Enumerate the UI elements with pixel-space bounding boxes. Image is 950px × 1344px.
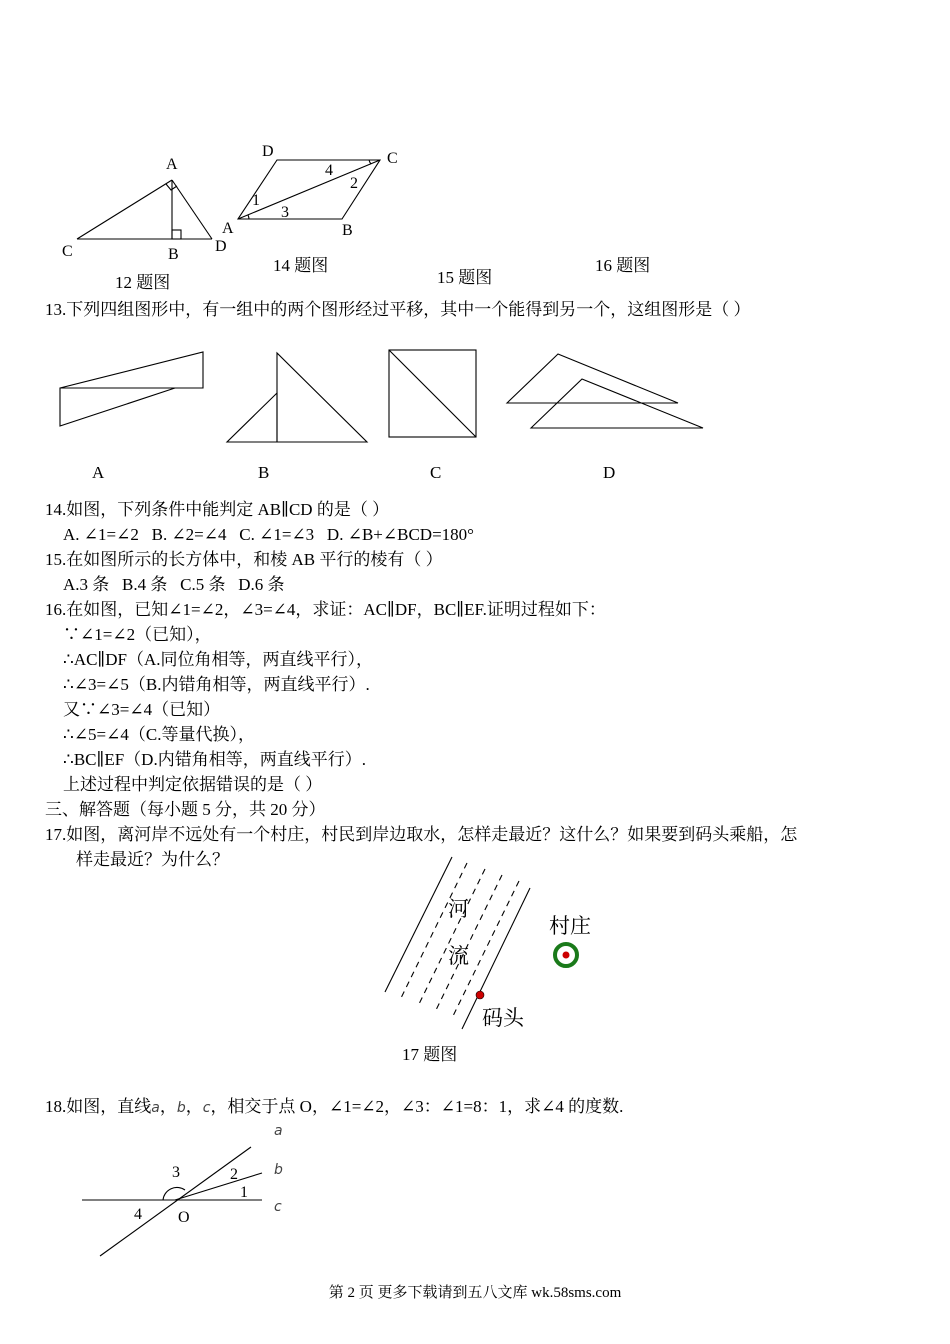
fig12-label-d: D [215,238,227,255]
q14-text: 14.如图，下列条件中能判定 AB∥CD 的是（ ） [45,500,390,519]
fig14-angle-2: 2 [350,175,358,192]
q18-text-post: ，相交于点 O，∠1=∠2，∠3：∠1=8：1，求∠4 的度数. [210,1097,624,1116]
fig14-angle-1: 1 [252,192,260,209]
fig12-label-b: B [168,246,179,263]
q13-option-a: A [92,463,105,482]
fig14-angle-3: 3 [281,204,289,221]
q16-line-3: ∴∠3=∠5（B.内错角相等，两直线平行）. [63,675,370,694]
q13-option-b: B [258,463,270,482]
q16-line-5: ∴∠5=∠4（C.等量代换）， [63,725,255,744]
q18-angle-2: 2 [230,1166,238,1183]
fig14-angle-4: 4 [325,162,333,179]
q18-angle-4: 4 [134,1206,142,1223]
fig14-label-d: D [262,143,274,160]
village-label: 村庄 [549,914,591,938]
q17-line-1: 17.如图，离河岸不远处有一个村庄，村民到岸边取水，怎样走最近？这什么？如果要到码头乘船，怎 [45,825,798,844]
fig14-label-c: C [387,150,398,167]
fig12-caption: 12 题图 [115,273,171,292]
q14-options: A. ∠1=∠2 B. ∠2=∠4 C. ∠1=∠3 D. ∠B+∠BCD=180° [63,525,474,544]
q15-text: 15.在如图所示的长方体中，和棱 AB 平行的棱有（ ） [45,550,443,569]
q17-line-2: 样走最近？为什么？ [76,850,229,869]
river-char-2: 流 [448,944,469,968]
q16-line-4: 又∵∠3=∠4（已知） [63,700,221,719]
fig12-label-a: A [166,156,178,173]
section-3-title: 三、解答题（每小题 5 分，共 20 分） [45,800,326,819]
q13-text: 13.下列四组图形中，有一组中的两个图形经过平移，其中一个能得到另一个，这组图形是（ ） [45,300,751,319]
dock-label: 码头 [482,1006,524,1030]
q16-line-7: 上述过程中判定依据错误的是（ ） [63,775,323,794]
line-b [175,1173,262,1200]
fig15-caption: 15 题图 [437,268,493,287]
q18-point-o: O [178,1209,190,1226]
q18-label-b: b [274,1162,283,1178]
river-char-1: 河 [448,897,469,921]
fig16-caption: 16 题图 [595,256,651,275]
q13-option-d: D [603,463,616,482]
fig12-label-c: C [62,243,73,260]
q18-angle-1: 1 [240,1184,248,1201]
q16-line-1: ∵∠1=∠2（已知）， [63,625,212,644]
q18-var-b: b [176,1100,186,1116]
q17-caption: 17 题图 [402,1045,458,1064]
q16-text: 16.在如图，已知∠1=∠2，∠3=∠4，求证：AC∥DF，BC∥EF.证明过程如下： [45,600,606,619]
page-footer: 第 2 页 更多下载请到五八文库 wk.58sms.com [328,1285,622,1301]
q16-line-6: ∴BC∥EF（D.内错角相等，两直线平行）. [63,750,366,769]
fig14-label-b: B [342,222,353,239]
q18-sep-2: ， [185,1097,203,1116]
fig14-label-a: A [222,220,234,237]
q18-label-c: c [274,1199,282,1215]
q18-label-a: a [274,1123,283,1139]
q18-var-a: a [151,1100,160,1116]
q18-var-c: c [202,1100,211,1116]
q15-options: A.3 条 B.4 条 C.5 条 D.6 条 [63,575,285,594]
q13-option-c: C [430,463,442,482]
q16-line-2: ∴AC∥DF（A.同位角相等，两直线平行）， [63,650,374,669]
q18-angle-3: 3 [172,1164,180,1181]
q18-sep-1: ， [159,1097,177,1116]
fig14-caption: 14 题图 [273,256,329,275]
q18-text-pre: 18.如图，直线 [45,1097,152,1116]
